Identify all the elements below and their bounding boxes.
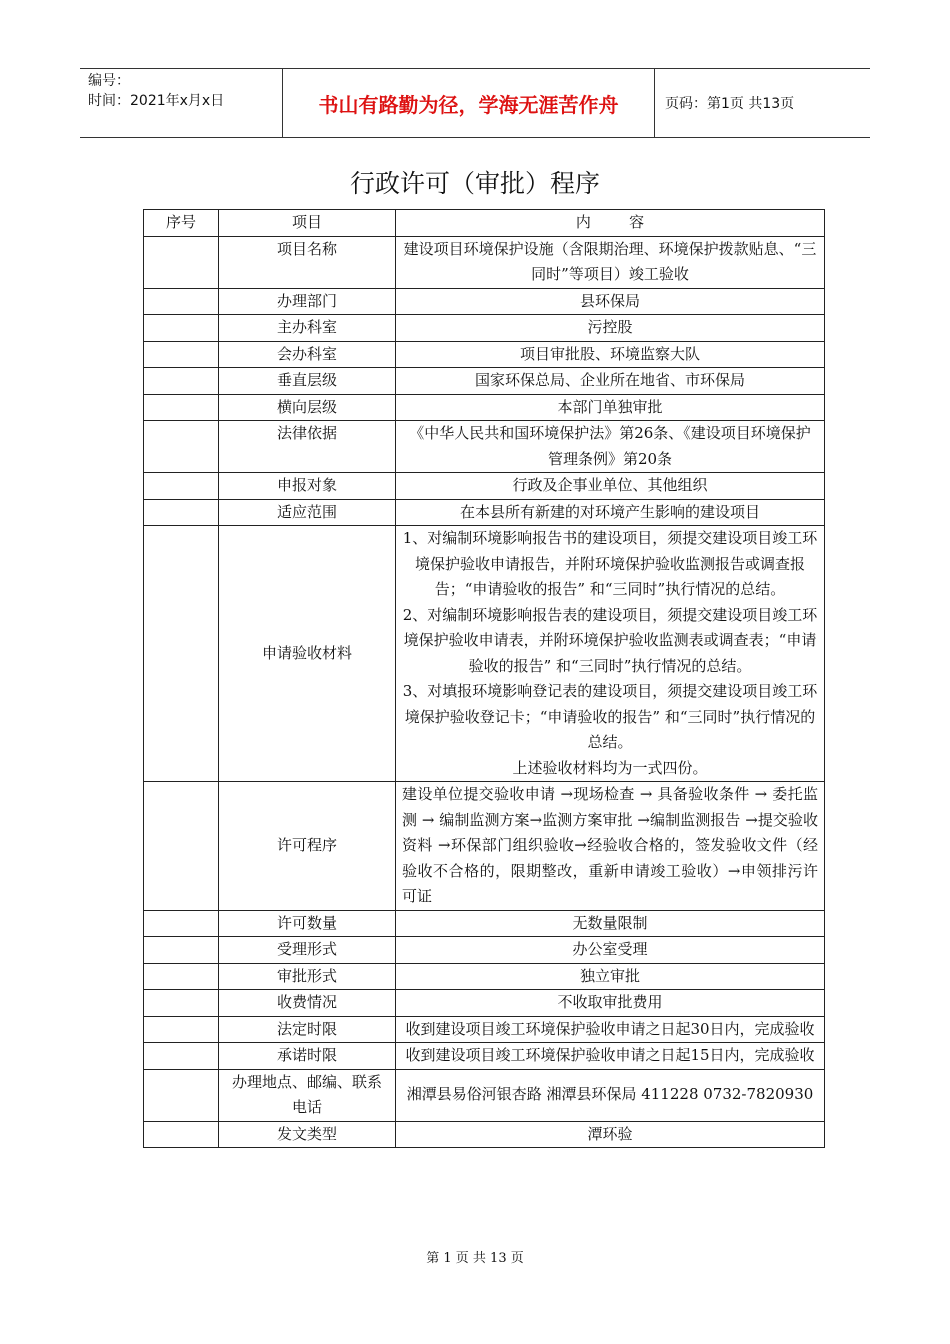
row-content: 不收取审批费用: [396, 990, 825, 1017]
table-row: [144, 910, 825, 937]
table-row: [144, 1069, 825, 1121]
row-label: 申报对象: [219, 473, 396, 500]
table-row: [144, 1121, 825, 1148]
table-row: [144, 315, 825, 342]
row-content: 本部门单独审批: [396, 394, 825, 421]
col-header-index: 序号: [144, 210, 219, 237]
table-row: [144, 937, 825, 964]
row-label: 法定时限: [219, 1016, 396, 1043]
table-row: [144, 368, 825, 395]
row-content: 县环保局: [396, 288, 825, 315]
table-row: [144, 288, 825, 315]
row-content: 项目审批股、环境监察大队: [396, 341, 825, 368]
row-content: 建设项目环境保护设施（含限期治理、环境保护拨款贴息、“三同时”等项目）竣工验收: [396, 236, 825, 288]
row-label: 审批形式: [219, 963, 396, 990]
row-content: 无数量限制: [396, 910, 825, 937]
page-footer: 第 1 页 共 13 页: [426, 1251, 524, 1266]
row-label: 适应范围: [219, 499, 396, 526]
header-page-info: 页码：第1页 共13页: [665, 96, 795, 112]
table-row: [144, 782, 825, 911]
document-title: 行政许可（审批）程序: [349, 169, 600, 198]
header-meta: [80, 69, 283, 137]
table-row: [144, 499, 825, 526]
table-row: [144, 394, 825, 421]
row-label: 会办科室: [219, 341, 396, 368]
col-header-content: 内 容: [396, 210, 825, 237]
table-row: [144, 990, 825, 1017]
row-label: 许可数量: [219, 910, 396, 937]
row-content: 行政及企事业单位、其他组织: [396, 473, 825, 500]
materials-paragraph: 2、对编制环境影响报告表的建设项目，须提交建设项目竣工环境保护验收申请表，并附环境保护验收监测表或调查表；“申请验收的报告” 和“三同时”执行情况的总结。: [402, 605, 818, 675]
document-number-label: 编号：: [88, 73, 130, 89]
row-label: 许可程序: [219, 782, 396, 911]
table-row: [144, 526, 825, 782]
row-content: 办公室受理: [396, 937, 825, 964]
row-content: 污控股: [396, 315, 825, 342]
row-label: 垂直层级: [219, 368, 396, 395]
page-header: [80, 68, 870, 138]
table-header-row: [144, 210, 825, 237]
document-time: 时间：2021年x月x日: [88, 93, 225, 109]
materials-paragraph: 3、对填报环境影响登记表的建设项目，须提交建设项目竣工环境保护验收登记卡；“申请验收的报告” 和“三同时”执行情况的总结。: [402, 682, 818, 751]
row-label: 办理地点、邮编、联系电话: [219, 1069, 396, 1121]
table-row: [144, 236, 825, 288]
row-label: 申请验收材料: [219, 526, 396, 782]
row-content: 国家环保总局、企业所在地省、市环保局: [396, 368, 825, 395]
row-label: 收费情况: [219, 990, 396, 1017]
table-row: [144, 1043, 825, 1070]
table-row: [144, 473, 825, 500]
row-content: 收到建设项目竣工环境保护验收申请之日起15日内，完成验收: [396, 1043, 825, 1070]
row-label: 发文类型: [219, 1121, 396, 1148]
row-content: 独立审批: [396, 963, 825, 990]
row-label: 法律依据: [219, 421, 396, 473]
row-content-materials: [396, 526, 825, 782]
table-row: [144, 341, 825, 368]
table-row: [144, 1016, 825, 1043]
table-row: [144, 963, 825, 990]
row-label: 承诺时限: [219, 1043, 396, 1070]
row-label: 项目名称: [219, 236, 396, 288]
row-content: 潭环验: [396, 1121, 825, 1148]
header-motto: 书山有路勤为径，学海无涯苦作舟: [283, 69, 655, 137]
row-content: 建设单位提交验收申请 →现场检查 → 具备验收条件 → 委托监测 → 编制监测方案→监测方案审批 →编制监测报告 →提交验收资料 →环保部门组织验收→经验收合格的，签发验收文件（经验收不合格的，限期整改，重新申请竣工验收）→申领排污许可证: [396, 782, 825, 911]
row-label: 主办科室: [219, 315, 396, 342]
row-content: 湘潭县易俗河银杏路 湘潭县环保局 411228 0732-7820930: [396, 1069, 825, 1121]
materials-paragraph: 上述验收材料均为一式四份。: [512, 758, 708, 777]
procedure-table: [143, 209, 825, 1148]
row-label: 受理形式: [219, 937, 396, 964]
row-label: 办理部门: [219, 288, 396, 315]
row-content: 收到建设项目竣工环境保护验收申请之日起30日内，完成验收: [396, 1016, 825, 1043]
table-row: [144, 421, 825, 473]
row-content: 在本县所有新建的对环境产生影响的建设项目: [396, 499, 825, 526]
materials-paragraph: 1、对编制环境影响报告书的建设项目，须提交建设项目竣工环境保护验收申请报告，并附环境保护验收监测报告或调查报告；“申请验收的报告” 和“三同时”执行情况的总结。: [402, 529, 818, 598]
row-label: 横向层级: [219, 394, 396, 421]
col-header-item: 项目: [219, 210, 396, 237]
row-content: 《中华人民共和国环境保护法》第26条、《建设项目环境保护管理条例》第20条: [396, 421, 825, 473]
